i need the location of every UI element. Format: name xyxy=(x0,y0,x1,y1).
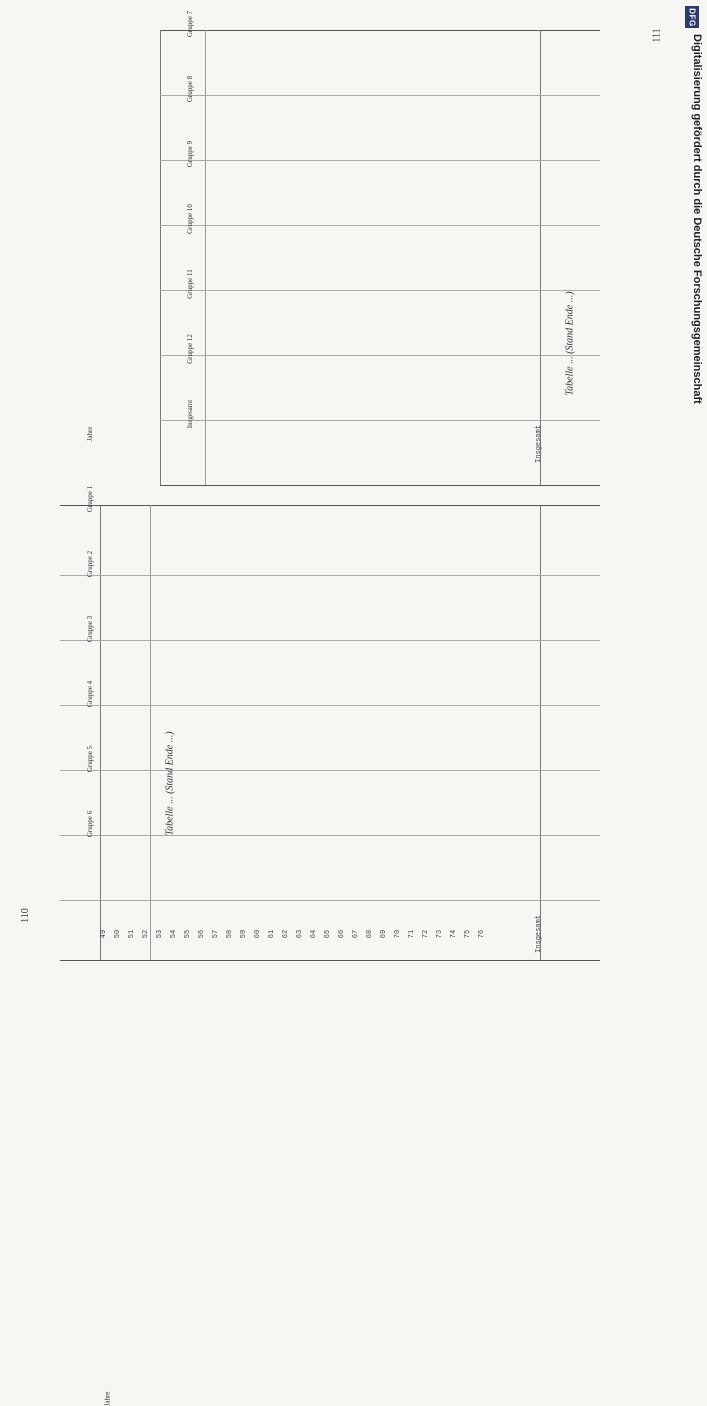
left-row-label: 65 xyxy=(324,929,333,939)
left-row-label: 66 xyxy=(338,929,347,939)
right-col-head-2: Gruppe 9 xyxy=(186,140,194,168)
left-row-label: 67 xyxy=(352,929,361,939)
right-col-head-0: Gruppe 7 xyxy=(186,10,194,38)
footer-band xyxy=(681,0,707,1000)
left-row-label: 69 xyxy=(380,929,389,939)
left-row-label: 71 xyxy=(408,929,417,939)
left-row-label: 63 xyxy=(296,929,305,939)
right-col-head-6: Insgesamt xyxy=(186,399,194,429)
left-row-label: 55 xyxy=(184,929,193,939)
left-row-label: 60 xyxy=(254,929,263,939)
right-table-heading: Tabelle ... (Stand Ende ...) xyxy=(564,291,576,396)
page-number-right: 111 xyxy=(651,28,663,43)
left-col-head-1: Gruppe 1 xyxy=(86,485,94,513)
right-col-head-3: Gruppe 10 xyxy=(186,204,194,234)
left-row-label: 51 xyxy=(128,929,137,939)
page-number-left: 110 xyxy=(19,908,31,923)
left-col-head-3: Gruppe 3 xyxy=(86,615,94,643)
left-col-head-2: Gruppe 2 xyxy=(86,550,94,578)
left-row-label: 53 xyxy=(156,929,165,939)
left-table-heading: Tabelle ... (Stand Ende ...) xyxy=(164,731,176,836)
right-table xyxy=(160,30,600,485)
left-row-label: 74 xyxy=(450,929,459,939)
left-row-label: 49 xyxy=(100,929,109,939)
left-row-label: 75 xyxy=(464,929,473,939)
left-row-label: 64 xyxy=(310,929,319,939)
left-row-label: 50 xyxy=(114,929,123,939)
left-row-label: 52 xyxy=(142,929,151,939)
left-row-label: 72 xyxy=(422,929,431,939)
right-col-head-1: Gruppe 8 xyxy=(186,75,194,103)
left-col-head-4: Gruppe 4 xyxy=(86,680,94,708)
left-row-label: 58 xyxy=(226,929,235,939)
footer-text: Digitalisierung gefördert durch die Deutsche Forschungsgemeinschaft xyxy=(691,34,703,404)
left-col-head-6: Gruppe 6 xyxy=(86,810,94,838)
left-row-label: 73 xyxy=(436,929,445,939)
left-col-head-0: Jahre xyxy=(86,426,94,442)
left-row-label: 68 xyxy=(366,929,375,939)
left-table xyxy=(60,505,600,1406)
right-col-head-5: Gruppe 12 xyxy=(186,334,194,364)
right-total-label: Insgesamt xyxy=(534,425,543,463)
left-col-head-5: Gruppe 5 xyxy=(86,745,94,773)
left-row-label: 70 xyxy=(394,929,403,939)
left-col-head-0: Jahre xyxy=(103,1391,112,1406)
left-row-label: 61 xyxy=(268,929,277,939)
dfg-logo: DFG xyxy=(685,6,699,28)
left-row-label: 54 xyxy=(170,929,179,939)
left-row-label: 56 xyxy=(198,929,207,939)
left-row-label: 57 xyxy=(212,929,221,939)
left-row-label: 59 xyxy=(240,929,249,939)
left-row-label: 62 xyxy=(282,929,291,939)
right-col-head-4: Gruppe 11 xyxy=(186,269,194,299)
left-total-label: Insgesamt xyxy=(534,915,543,953)
left-row-label: 76 xyxy=(478,929,487,939)
